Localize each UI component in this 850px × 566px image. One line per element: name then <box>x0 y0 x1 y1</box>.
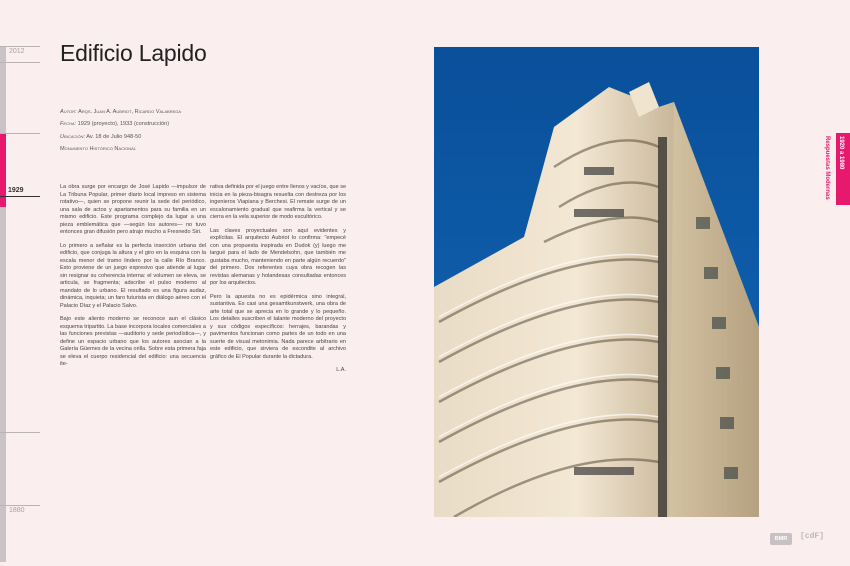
timeline-tick <box>0 62 40 63</box>
timeline-year-top: 2012 <box>9 48 25 55</box>
timeline-current-line <box>0 196 40 197</box>
paragraph: Pero la apuesta no es epidérmica sino integral, sustantiva. Es casi una gesamtkunstwerk, una obra de arte total que se aprecia en lo grande y lo pequeño. Los detalles suscriben el talante moderno del proyecto y sus códigos específicos: herrajes, barandas y pavimentos funcionan como partes de un todo en una suerte de visual metonimia. Nada parece arbitrario en este edificio, que sirviera de escondite al archivo gráfico de El Popular durante la dictadura. <box>210 293 346 360</box>
page-title: Edificio Lapido <box>60 40 207 66</box>
heritage-line: Monumento Histórico Nacional <box>60 146 137 153</box>
date-label: Fecha: <box>60 121 77 128</box>
publisher-logo: BMR <box>770 533 792 545</box>
date-value: 1929 (proyecto), 1933 (construcción) <box>77 121 170 128</box>
timeline-bar <box>0 46 6 562</box>
section-years: 1920 a 1980 <box>838 136 844 170</box>
timeline-tick <box>0 46 40 47</box>
location-line <box>60 131 181 143</box>
location-label: Ubicación: <box>60 133 85 140</box>
building-illustration <box>434 47 759 517</box>
author-label: Autor: <box>60 109 77 115</box>
paragraph: La obra surge por encargo de José Lapido —impulsor de La Tribuna Popular, primer diario local impreso en sistema rotativo—, quien se propone reunir la sede del periódico, una sala de actos y apartamentos para su familia en un mismo edificio. Este programa complejo da lugar a una pieza emblemática que —según los autores— no tuvo entonces gran difusión pero atrajo mucho a Fresnedo Siri. <box>60 184 206 235</box>
paragraph: Las claves proyectuales son aquí evidentes y explícitas. El arquitecto Aubriot lo confirma: "empecé con una propuesta inspirada en Dudok (y) luego me largué para el lado de Mendelsohn, que también me gustaba mucho, manteniendo en parte algún recuerdo" del primero. Dos referentes cuya obra recogen las revistas alemanas y holandesas consultadas entonces por los arquitectos. <box>210 227 346 286</box>
paragraph: Lo primero a señalar es la perfecta inserción urbana del edificio, que conjuga la altura y el giro en la esquina con la escala menor del tramo lindero por la calle Río Branco. Esto proviene de un juego expresivo que atiende al lugar sin resignar su coherencia interna: el volumen se eleva, se articula, se fragmenta; adscribe el pulso moderno al mandato de lo urbano. El resultado es una figura audaz, dinámica, inquieta; un faro futurista en diálogo aéreo con el Palacio Díaz y el Palacio Salvo. <box>60 242 206 309</box>
author-line <box>60 106 181 118</box>
signature-row <box>210 367 346 377</box>
timeline-tick <box>0 505 40 506</box>
timeline-tick <box>0 432 40 433</box>
date-line <box>60 118 181 130</box>
body-column-1 <box>60 184 206 375</box>
body-column-2 <box>210 184 346 377</box>
paragraph: Bajo este aliento moderno se reconoce aun el clásico esquema tripartito. La base incorpora locales comerciales a las funciones previstas —auditorio y sede periodística—, y define un espacio urbano que los autores asocian a la Galería Güemes de la vecina orilla. Sobre esta primera faja se eleva el cuerpo residencial del edificio: una secuencia ite- <box>60 316 206 367</box>
cdf-logo: [cdF] <box>800 532 825 541</box>
timeline-year-current: 1929 <box>8 187 24 194</box>
timeline-tick <box>0 133 40 134</box>
paragraph: rativa definida por el juego entre llenos y vacíos, que se inicia en la pieza-bisagra resuelta con destreza por los ingenieros Viapiana y Berchesi. El remate surge de un escalonamiento gradual que reafirma la vertical y se cierra en la vela superior de modo escultórico. <box>210 184 346 220</box>
location-value: Av. 18 de Julio 948-50 <box>86 133 142 140</box>
building-metadata <box>60 106 181 156</box>
timeline-year-bottom: 1880 <box>9 507 25 514</box>
author-value: Arqs. Juan A. Aubriot, Ricardo Valabrega <box>78 109 182 115</box>
section-subtitle: Respuestas Modernas <box>824 136 830 200</box>
signature: L.A. <box>336 367 346 373</box>
building-photo <box>434 47 759 517</box>
